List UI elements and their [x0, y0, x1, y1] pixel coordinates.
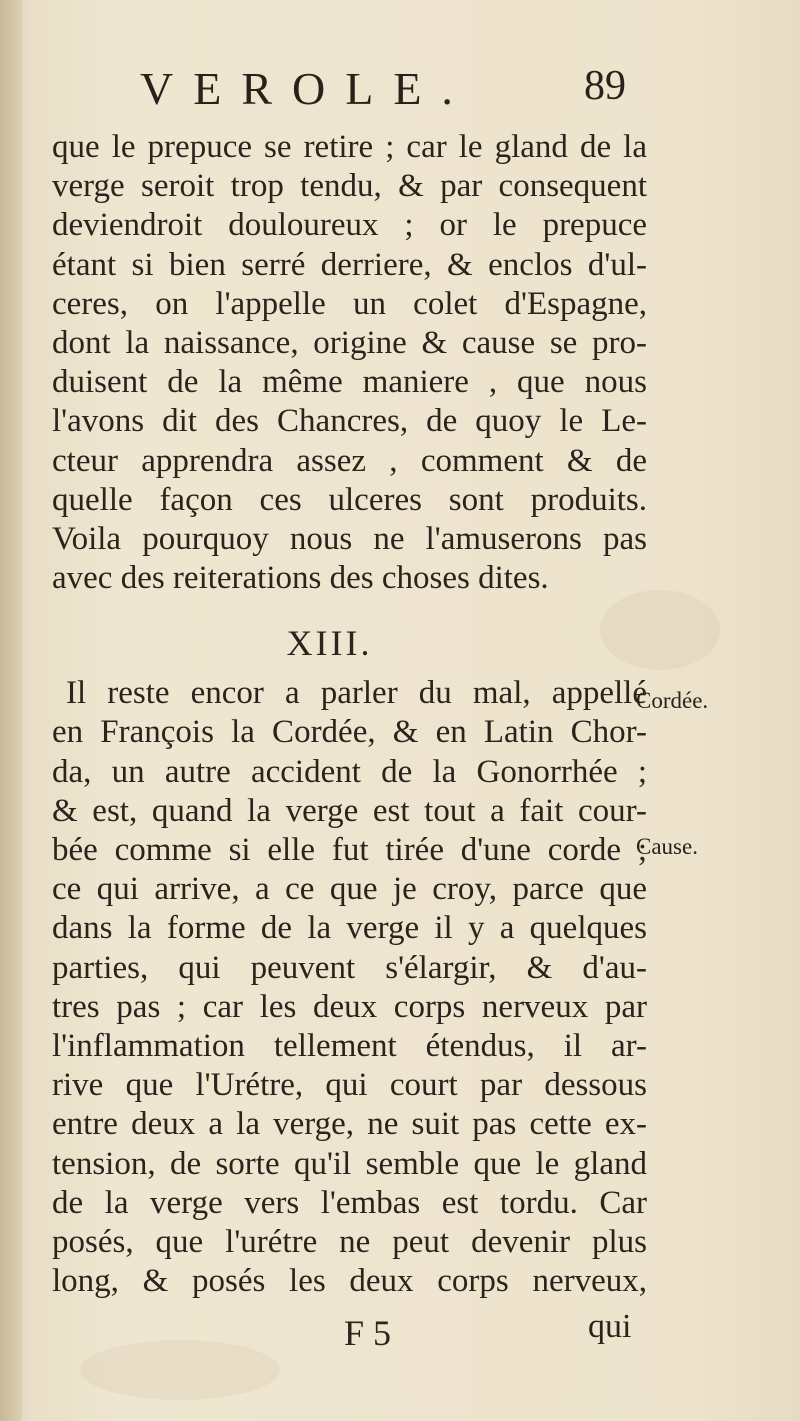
catchword: qui	[588, 1308, 632, 1345]
text-line: tension, de sorte qu'il semble que le gland	[52, 1145, 647, 1182]
text-line: cteur apprendra assez , comment & de	[52, 442, 647, 479]
text-line: que le prepuce se retire ; car le gland de la	[52, 129, 647, 165]
text-line: parties, qui peuvent s'élargir, & d'au-	[52, 949, 647, 986]
margin-note-cordee: Cordée.	[636, 688, 709, 713]
text-line: l'inflammation tellement étendus, il ar-	[52, 1027, 647, 1064]
running-title: VEROLE.	[140, 63, 473, 114]
text-line: verge seroit trop tendu, & par consequent	[52, 168, 647, 205]
text-line: quelle façon ces ulceres sont produits.	[52, 481, 647, 518]
text-line: bée comme si elle fut tirée d'une corde ;	[52, 832, 647, 868]
section-heading: XIII.	[286, 623, 373, 664]
text-line: Il reste encor a parler du mal, appellé	[66, 675, 647, 712]
text-line: posés, que l'urétre ne peut devenir plus	[52, 1223, 647, 1260]
text-line: duisent de la même maniere , que nous	[52, 364, 647, 401]
body-text	[52, 128, 647, 1301]
text-line: ce qui arrive, a ce que je croy, parce que	[52, 871, 647, 908]
page-header	[0, 62, 800, 122]
text-line: avec des reiterations des choses dites.	[52, 560, 549, 597]
page-number: 89	[584, 63, 626, 109]
text-line: dont la naissance, origine & cause se pro-	[52, 324, 647, 361]
text-line: rive que l'Urétre, qui court par dessous	[52, 1067, 647, 1104]
paragraph-2	[52, 674, 647, 1301]
text-line: deviendroit douloureux ; or le prepuce	[52, 207, 647, 244]
text-line: Voila pourquoy nous ne l'amuserons pas	[52, 520, 647, 557]
text-line: da, un autre accident de la Gonorrhée ;	[52, 753, 647, 790]
text-line: & est, quand la verge est tout a fait cour-	[52, 792, 647, 829]
margin-note-cause: Cause.	[636, 834, 698, 859]
text-line: en François la Cordée, & en Latin Chor-	[52, 714, 647, 751]
text-line: l'avons dit des Chancres, de quoy le Le-	[52, 403, 647, 440]
signature-mark: F 5	[344, 1313, 392, 1353]
paragraph-1	[52, 128, 647, 598]
page-gutter	[0, 0, 22, 1421]
text-line: de la verge vers l'embas est tordu. Car	[52, 1184, 647, 1221]
text-line: ceres, on l'appelle un colet d'Espagne,	[52, 285, 647, 322]
text-line: entre deux a la verge, ne suit pas cette ex-	[52, 1106, 647, 1143]
text-line: dans la forme de la verge il y a quelques	[52, 910, 647, 947]
text-line: tres pas ; car les deux corps nerveux par	[52, 988, 647, 1025]
text-line: étant si bien serré derriere, & enclos d'ul-	[52, 246, 647, 283]
text-line: long, & posés les deux corps nerveux,	[52, 1263, 647, 1300]
